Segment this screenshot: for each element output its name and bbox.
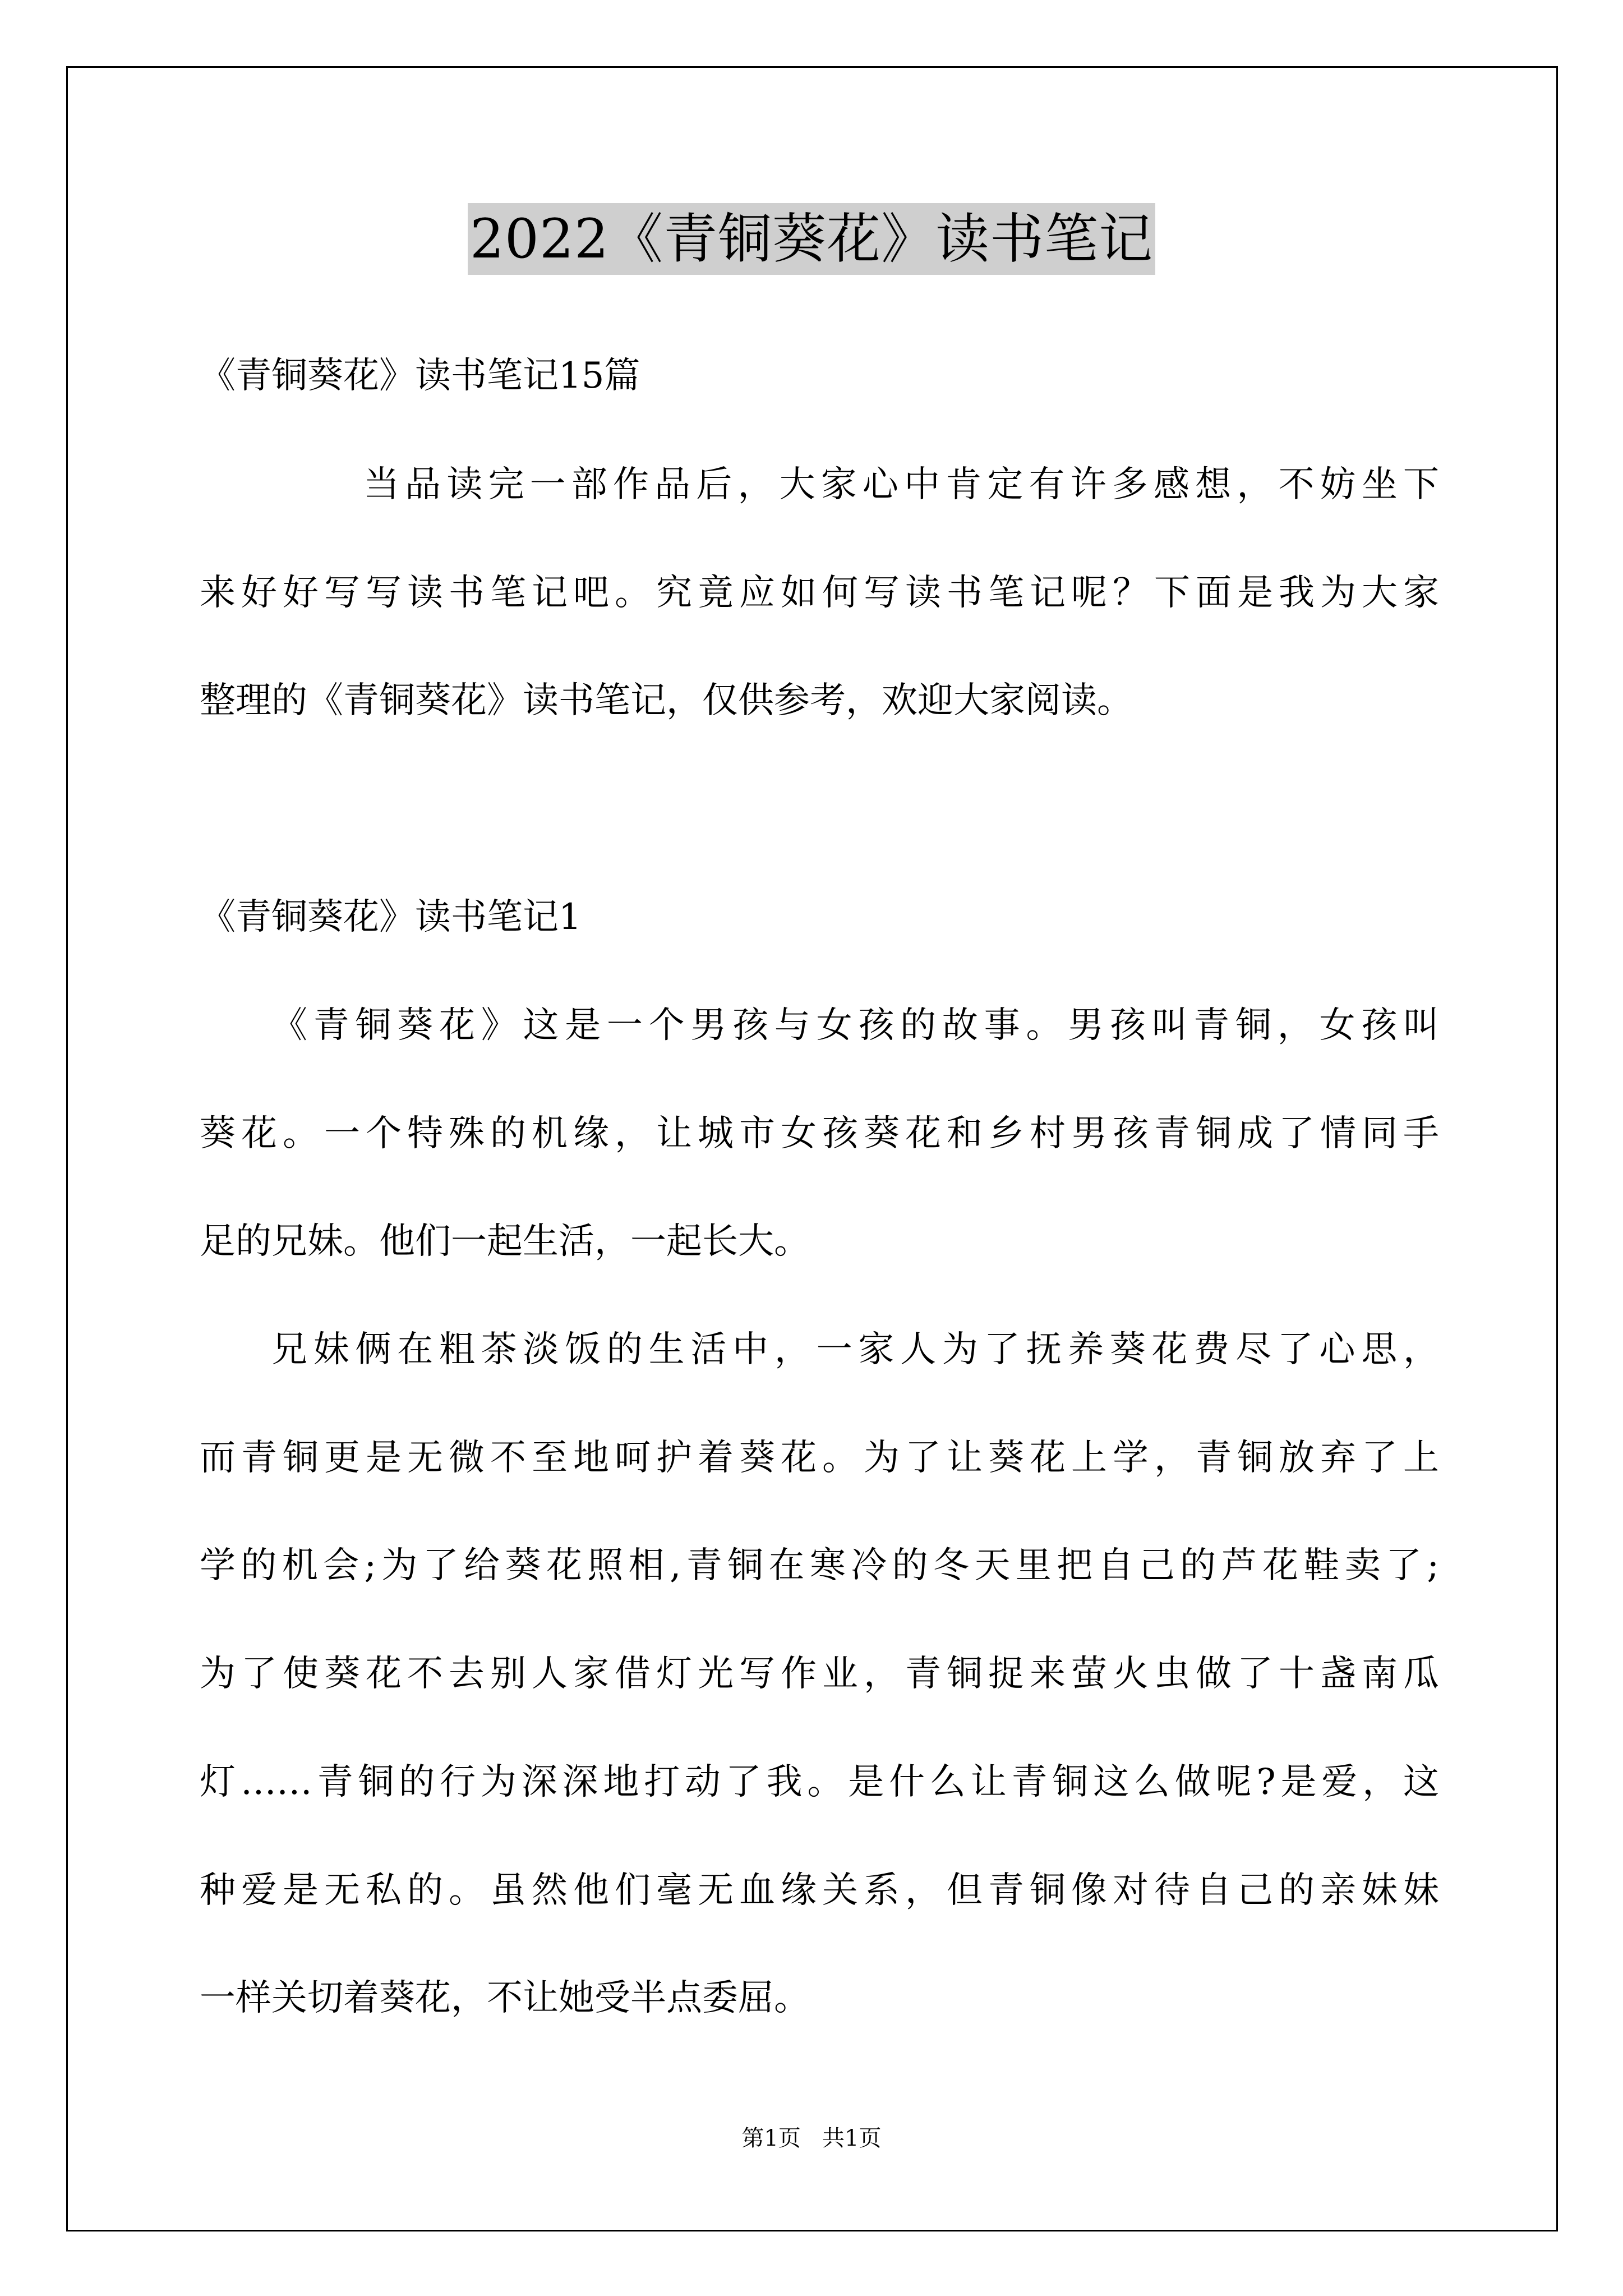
paragraph-line: 《青铜葵花》这是一个男孩与女孩的故事。男孩叫青铜，女孩叫 — [271, 1005, 1439, 1046]
document-subtitle: 《青铜葵花》读书笔记15篇 — [200, 355, 640, 397]
paragraph-line: 而青铜更是无微不至地呵护着葵花。为了让葵花上学，青铜放弃了上 — [200, 1437, 1439, 1479]
paragraph-line: 为了使葵花不去别人家借灯光写作业，青铜捉来萤火虫做了十盏南瓜 — [200, 1653, 1439, 1695]
page-footer: 第1页 共1页 — [741, 2125, 882, 2151]
paragraph-line: 灯……青铜的行为深深地打动了我。是什么让青铜这么做呢?是爱，这 — [200, 1761, 1439, 1803]
document-title: 2022《青铜葵花》读书笔记 — [468, 203, 1155, 275]
title-container — [0, 203, 1623, 275]
intro-line: 来好好写写读书笔记吧。究竟应如何写读书笔记呢？下面是我为大家 — [200, 572, 1439, 614]
intro-line: 整理的《青铜葵花》读书笔记，仅供参考，欢迎大家阅读。 — [200, 680, 1133, 721]
section-heading: 《青铜葵花》读书笔记1 — [200, 896, 582, 938]
intro-line: 当品读完一部作品后，大家心中肯定有许多感想，不妨坐下 — [363, 464, 1439, 505]
paragraph-line: 学的机会;为了给葵花照相,青铜在寒冷的冬天里把自己的芦花鞋卖了; — [200, 1545, 1439, 1586]
paragraph-line: 一样关切着葵花，不让她受半点委屈。 — [200, 1977, 810, 2019]
paragraph-line: 葵花。一个特殊的机缘，让城市女孩葵花和乡村男孩青铜成了情同手 — [200, 1113, 1439, 1154]
paragraph-line: 足的兄妹。他们一起生活，一起长大。 — [200, 1221, 810, 1262]
paragraph-line: 种爱是无私的。虽然他们毫无血缘关系，但青铜像对待自己的亲妹妹 — [200, 1870, 1439, 1911]
paragraph-line: 兄妹俩在粗茶淡饭的生活中，一家人为了抚养葵花费尽了心思， — [271, 1329, 1439, 1370]
